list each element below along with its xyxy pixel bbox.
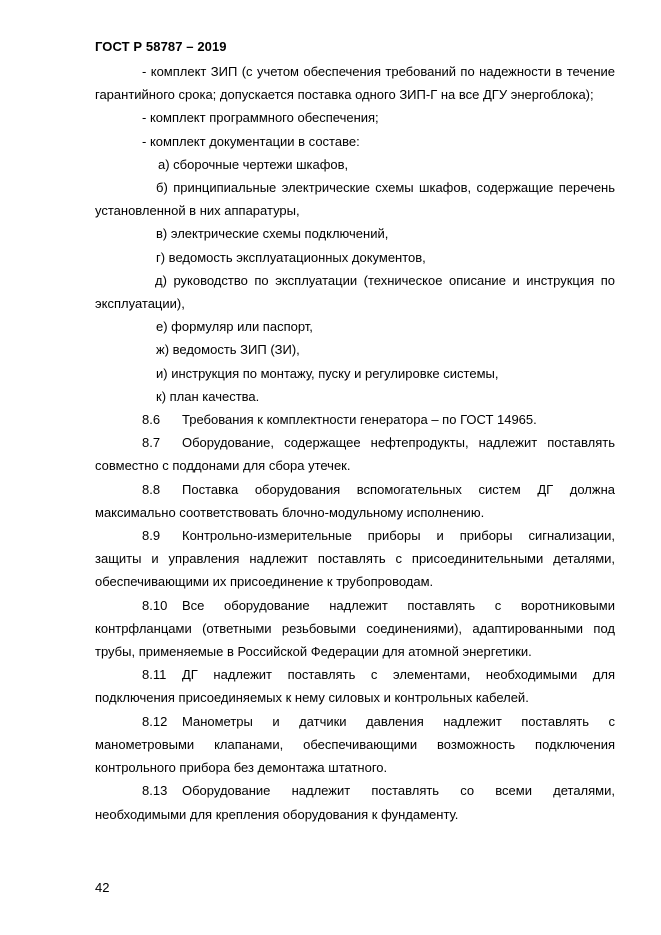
list-item-d: д) руководство по эксплуатации (техническое описание и инструкция по эксплуатации), (95, 272, 615, 312)
list-item-b: б) принципиальные электрические схемы шкафов, содержащие перечень установленной в них аппаратуры, (95, 180, 615, 219)
document-header: ГОСТ Р 58787 – 2019 (95, 39, 227, 54)
section-number: 8.6 (142, 412, 161, 428)
page-number: 42 (95, 880, 110, 895)
section-paragraph (95, 524, 615, 594)
section-number: 8.11 (142, 667, 167, 683)
section-text: Требования к комплектности генератора – по ГОСТ 14965. (182, 412, 537, 428)
section-text: Контрольно-измерительные приборы и приборы сигнализации, защиты и управления надлежит поставлять с присоединительными деталями, обеспечивающими их присоединение к трубопроводам. (95, 528, 615, 590)
section-number: 8.13 (142, 783, 168, 799)
document-body (95, 60, 615, 826)
list-item-v: в) электрические схемы подключений, (156, 226, 389, 242)
section-number: 8.9 (142, 528, 161, 544)
list-item-k: к) план качества. (156, 388, 260, 404)
section-number: 8.10 (142, 597, 168, 613)
section-paragraph (95, 431, 615, 477)
bullet-zip: - комплект ЗИП (с учетом обеспечения требований по надежности в течение гарантийного срока; допускается поставка одного ЗИП-Г на все ДГУ энергоблока); (95, 64, 615, 103)
bullet-software: - комплект программного обеспечения; (142, 110, 379, 126)
section-paragraph (95, 710, 615, 780)
section-paragraph (95, 594, 615, 664)
section-text: ДГ надлежит поставлять с элементами, необходимыми для подключения присоединяемых к нему силовых и контрольных кабелей. (95, 667, 615, 706)
bullet-docs: - комплект документации в составе: (142, 133, 360, 149)
list-item-i: и) инструкция по монтажу, пуску и регулировке системы, (156, 365, 499, 381)
section-number: 8.7 (142, 435, 161, 451)
section-paragraph (95, 478, 615, 524)
list-item-e: е) формуляр или паспорт, (156, 319, 313, 335)
section-paragraph (95, 408, 615, 431)
section-number: 8.8 (142, 481, 161, 497)
section-text: Все оборудование надлежит поставлять с воротниковыми контрфланцами (ответными резьбовыми соединениями), адаптированными под трубы, применяемые в Российской Федерации для атомной энергетики. (95, 597, 615, 660)
list-item-a: а) сборочные чертежи шкафов, (158, 156, 349, 172)
section-text: Оборудование, содержащее нефтепродукты, надлежит поставлять совместно с поддонами для сбора утечек. (95, 435, 615, 474)
section-text: Манометры и датчики давления надлежит поставлять с манометровыми клапанами, обеспечивающими возможность подключения контрольного прибора без демонтажа штатного. (95, 713, 615, 776)
list-item-g: г) ведомость эксплуатационных документов, (156, 249, 426, 265)
section-paragraph (95, 779, 615, 825)
section-number: 8.12 (142, 713, 168, 729)
section-paragraph (95, 663, 615, 709)
list-item-zh: ж) ведомость ЗИП (ЗИ), (156, 342, 300, 358)
section-text: Поставка оборудования вспомогательных систем ДГ должна максимально соответствовать блочно-модульному исполнению. (95, 481, 615, 520)
section-text: Оборудование надлежит поставлять со всеми деталями, необходимыми для крепления оборудования к фундаменту. (95, 783, 615, 822)
